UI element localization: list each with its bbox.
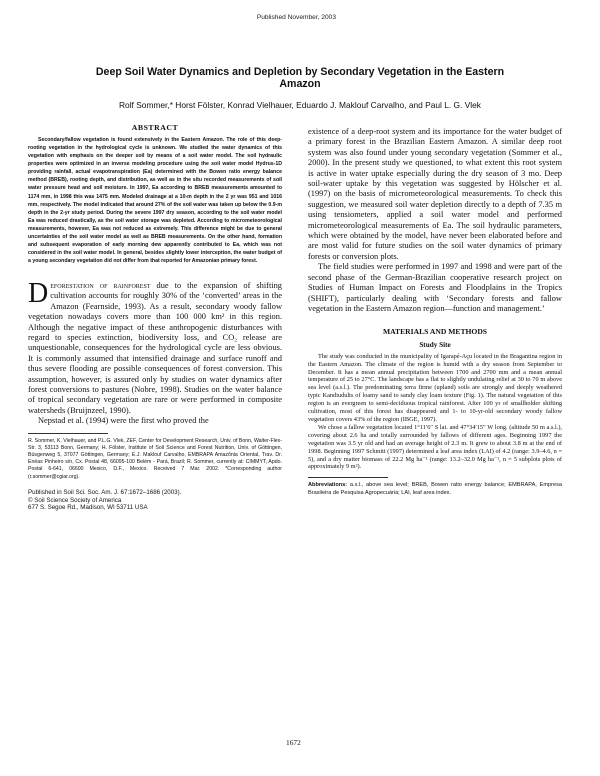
study-site-paragraph-2: We chose a fallow vegetation located 1°11′6″ S lat. and 47°34′15″ W long. (altitude 50 m a.s.l.), covering about 2.6 ha and totally surrounded by fallows of different ages. Beginning 1997 the vegetation was 3.5 yr old and had an average height of 2.3 m. It grew to about 3.8 m at the end of 1998. Beginning 1997 Schmitt (1997) determined a leaf area index (LAI) of 4.2 (range: 3.9–4.6, n = 5), and a dry matter biomass of 22.2 Mg ha⁻¹ (range: 13.2–32.0 Mg ha⁻¹, n = 5 subplots plots of approximately 9 m²). (308, 423, 562, 471)
abbreviations-text: a.s.l., above sea level; BREB, Bowen ratio energy balance; EMBRAPA, Empresa Brasileira de Pesquisa Agropecuária; LAI, leaf area index. (308, 482, 562, 496)
study-site-paragraph-1: The study was conducted in the municipality of Igarapé-Açu located in the Bragantina region in the Eastern Amazon. The climate of the region is humid with a dry season from September to December. It has a mean annual precipitation between 1700 and 2700 mm and a mean annual temperature of 25 to 27°C. The landscape has a flat to slightly undulating relief at 30 to 70 m above sea level (a.s.l.). The predominating terra firme (upland) soils are strongly and deeply weathered typic Kandiudults of loamy sand to sandy clay loam texture (Fig. 1). The natural vegetation of this region is an evergreen to semi-deciduous tropical rainforest. After 100 yr of smallholder shifting cultivation, most of this forest has disappeared and 1- to 10-yr-old secondary woody fallow vegetation covers 43% of the region (IBGE, 1997). (308, 352, 562, 423)
publication-info (28, 489, 282, 512)
publisher-address: 677 S. Segoe Rd., Madison, WI 53711 USA (28, 504, 148, 512)
journal-citation: Published in Soil Sci. Soc. Am. J. 67:1672–1686 (2003). (28, 488, 182, 496)
page-number: 1672 (286, 738, 301, 747)
intro-paragraph-1 (28, 277, 282, 416)
intro-lead-words: eforestation of rainforest (50, 280, 151, 290)
intro-paragraph-2: Nepstad et al. (1994) were the first who proved the (38, 416, 209, 426)
abbreviations-note (308, 482, 562, 497)
right-paragraph-1: existence of a deep-root system and its importance for the water budget of a primary forest in the Brazilian Eastern Amazon. A similar deep root system was also found under young secondary vegetation (Sommer et al., 2000). In the present study we questioned, to what extent this root system is active in water uptake especially during the dry season of 3 mo. Deep soil-water uptake by this vegetation was suggested by Hölscher et al. (1997) on the basis of micrometeorological measurements. To check this suggestion, we measured soil water depletion directly to a depth of 7.35 m using tensiometers, applied a soil water model and performed micrometeorological measurements of Ea. The soil hydraulic parameters, which were obtained by the model, have never been elaborated before and are most valid for future studies on the soil water dynamics of primary forests or conversion plots. (308, 127, 562, 261)
right-paragraph-2: The field studies were performed in 1997 and 1998 and were part of the second phase of the German-Brazilian cooperative research project on Studies of Human Impact on Forests and Floodplains in the Tropics (SHIFT), particularly dealing with ‘Secondary forests and fallow vegetation in the Eastern Amazon region—function and management.’ (308, 262, 562, 313)
copyright-line: © Soil Science Society of America (28, 496, 122, 504)
left-column (28, 124, 282, 512)
abstract-heading: ABSTRACT (131, 123, 179, 132)
author-affiliations: R. Sommer, K. Vielhauer, and P.L.G. Vlek, ZEF, Center for Development Research, Univ. of Bonn, Walter-Flex-Str. 3, 53113 Bonn, Germany; H. Fölster, Institute of Soil Science and Forest Nutrition, Univ. of Göttingen, Büsgenweg 5, 37077 Göttingen, Germany; E.J. Maklouf Carvalho, EMBRAPA Amazônia Oriental, Trav. Dr. Enéas Pinheiro s/n, Cx. Postal 48, 66095-100 Belém - Pará, Brazil; R. Sommer, currently at: CIMMYT, Apdo. Postal 6-641, 06600 Mexico, D.F., Mexico. Received 7 Mar. 2002. *Corresponding author (r.sommer@cgiar.org). (28, 437, 282, 480)
introduction (28, 277, 282, 427)
abstract-text: Secondary/fallow vegetation is found extensively in the Eastern Amazon. The role of this deep-rooting vegetation in the hydrological cycle is unknown. We studied the water dynamics of this vegetation with emphasis on the deeper soil by means of a soil water model. The soil hydraulic properties were optimized in an inverse modeling procedure using the soil water model Hydrus-1D providing rainfall, actual evapotranspiration (Ea) determined with the Bowen ratio energy balance method (BREB), rooting depth, and distribution, as well as in the situ recorded measurements of soil water pressure head and soil moisture. In 1997, Ea according to BREB measurements amounted to 1174 mm, in 1998 this was 1475 mm. Modeled drainage at a 10-m depth in the 2 yr was 951 and 1016 mm, respectively. The model indicated that around 27% of the soil water was taken up below the 0.9-m depth in the 2-yr study period. During the severe 1997 dry season, according to the soil water model Ea was reduced drastically, as the soil water storage was depleted. According to micrometeorological measurements, however, Ea was not reduced as extremely. This difference might be due to general uncertainties of the soil water model as well as BREB measurements. On the other hand, formation and subsequent evaporation of early morning dew apparently contributed to Ea, which was not considered in the soil water model. In general, besides slightly lower interception, the water budget of a young secondary vegetation did not differ from that reported for Amazonian primary forest. (28, 137, 282, 264)
abbreviations-divider (308, 477, 388, 478)
section-heading: MATERIALS AND METHODS (382, 327, 488, 337)
right-column (308, 127, 562, 498)
abbreviations-label: Abbreviations: (308, 482, 348, 489)
author-list: Rolf Sommer,* Horst Fölster, Konrad Vielhauer, Eduardo J. Maklouf Carvalho, and Paul L. G. Vlek (118, 100, 481, 110)
footnote-divider (28, 433, 108, 434)
paper-title: Deep Soil Water Dynamics and Depletion by Secondary Vegetation in the Eastern Amazon (95, 66, 505, 91)
published-date: Published November, 2003 (256, 14, 336, 21)
drop-cap: D (28, 277, 49, 309)
subsection-heading: Study Site (419, 340, 451, 349)
intro-paragraph-1-text: due to the expansion of shifting cultivation accounts for roughly 30% of the ‘converted’ areas in the Amazon (Fearnside, 1993). As a result, secondary woody fallow vegetation nowadays covers more than 100 000 km² in this region. Although the negative impact of these anthropogenic disturbances with regard to species extinction, biodiversity loss, and CO₂ release are unquestionable, consequences for the hydrological cycle are less obvious. It is commonly assumed that intensified drainage and surface runoff and thus severe flooding are possible consequences of forest conversion. This assumption, however, is assured only by studies on water dynamics after forest conversions to pastures (Nobre, 1998). Studies on the water balance of tropical secondary vegetation are rare or were performed in composite watersheds (Bruijnzeel, 1990). (28, 280, 282, 415)
